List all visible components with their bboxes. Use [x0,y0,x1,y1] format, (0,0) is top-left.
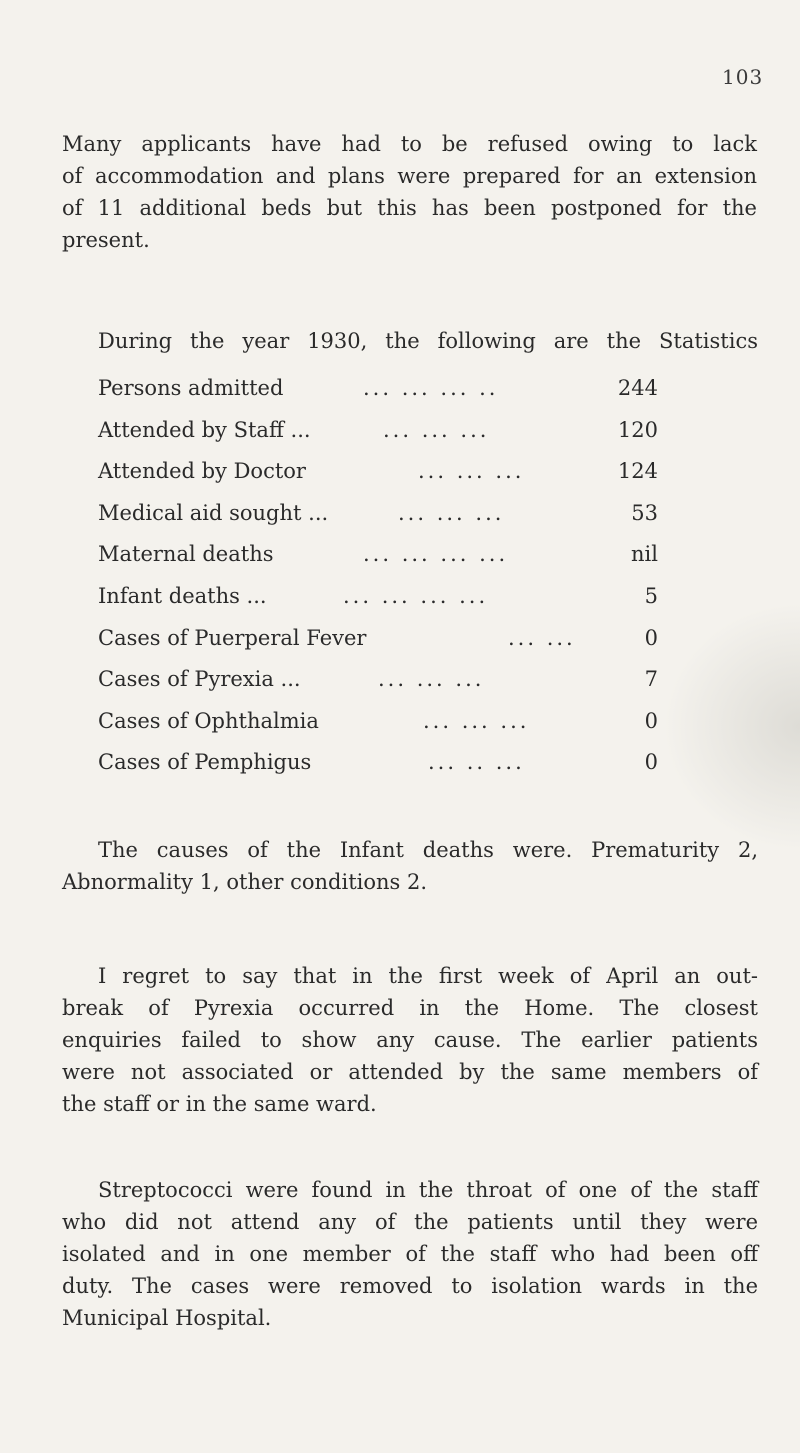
stat-label: Attended by Doctor [98,459,306,484]
text-line: of 11 additional beds but this has been postponed for the [62,196,757,220]
stat-value: 0 [644,708,658,733]
text-line: Streptococci were found in the throat of one of the staff [98,1178,758,1202]
statistics-intro [98,325,758,357]
dot-leader: ... ... ... [398,500,505,525]
text-line: present. [62,228,150,252]
stat-label: Cases of Puerperal Fever [98,625,367,650]
dot-leader: ... ... ... [418,459,525,484]
stat-value: 0 [644,625,658,650]
text-line: Many applicants have had to be refused owing to lack [62,132,757,156]
outbreak-paragraph [62,960,758,1120]
dot-leader: ... ... ... .. [363,376,499,400]
stat-row [98,701,658,743]
text-line: During the year 1930, the following are the Statistics [98,329,758,353]
page-number: 103 [722,65,764,89]
dot-leader: ... ... ... [423,708,530,733]
stat-row [98,742,658,784]
text-line: enquiries failed to show any cause. The earlier patients [62,1028,758,1052]
stat-row [98,659,658,701]
dot-leader: ... .. ... [428,750,525,775]
stat-row [98,368,658,410]
stat-label: Medical aid sought ... [98,500,329,525]
text-line: of accommodation and plans were prepared for an extension [62,164,757,188]
stat-row [98,493,658,535]
text-line: I regret to say that in the first week of April an out- [98,964,758,988]
stat-label: Attended by Staff ... [98,417,311,442]
stat-label: Persons admitted [98,376,284,400]
stat-value: 120 [617,417,658,442]
stat-label: Cases of Ophthalmia [98,708,319,733]
stat-label: Cases of Pemphigus [98,750,312,775]
text-line: The causes of the Infant deaths were. Prematurity 2, [98,838,758,862]
stat-value: 5 [644,583,658,608]
stat-value: 0 [644,750,658,775]
causes-paragraph [62,834,758,898]
stat-value: 7 [644,667,658,692]
text-line: duty. The cases were removed to isolation wards in the [62,1274,758,1298]
text-line: who did not attend any of the patients until they were [62,1210,758,1234]
text-line: break of Pyrexia occurred in the Home. The closest [62,996,758,1020]
statistics-table [98,368,658,784]
text-line: the staff or in the same ward. [62,1092,377,1116]
stat-row [98,576,658,618]
dot-leader: ... ... [508,625,576,650]
stat-row [98,410,658,452]
stat-label: Infant deaths ... [98,583,267,608]
stat-value: 53 [631,500,658,525]
streptococci-paragraph [62,1174,758,1334]
text-line: Municipal Hospital. [62,1306,272,1330]
stat-label: Maternal deaths [98,542,274,567]
stat-row [98,451,658,493]
text-line: Abnormality 1, other conditions 2. [62,870,428,894]
dot-leader: ... ... ... ... [343,583,489,608]
dot-leader: ... ... ... [378,667,485,692]
stat-value: 124 [617,459,658,484]
dot-leader: ... ... ... [383,417,490,442]
text-line: were not associated or attended by the same members of [62,1060,758,1084]
stat-value: 244 [617,376,658,400]
stat-row [98,534,658,576]
dot-leader: ... ... ... ... [363,542,509,567]
stat-label: Cases of Pyrexia ... [98,667,301,692]
stat-value: nil [631,542,658,567]
text-line: isolated and in one member of the staff who had been off [62,1242,758,1266]
intro-paragraph [62,128,757,256]
stat-row [98,618,658,660]
